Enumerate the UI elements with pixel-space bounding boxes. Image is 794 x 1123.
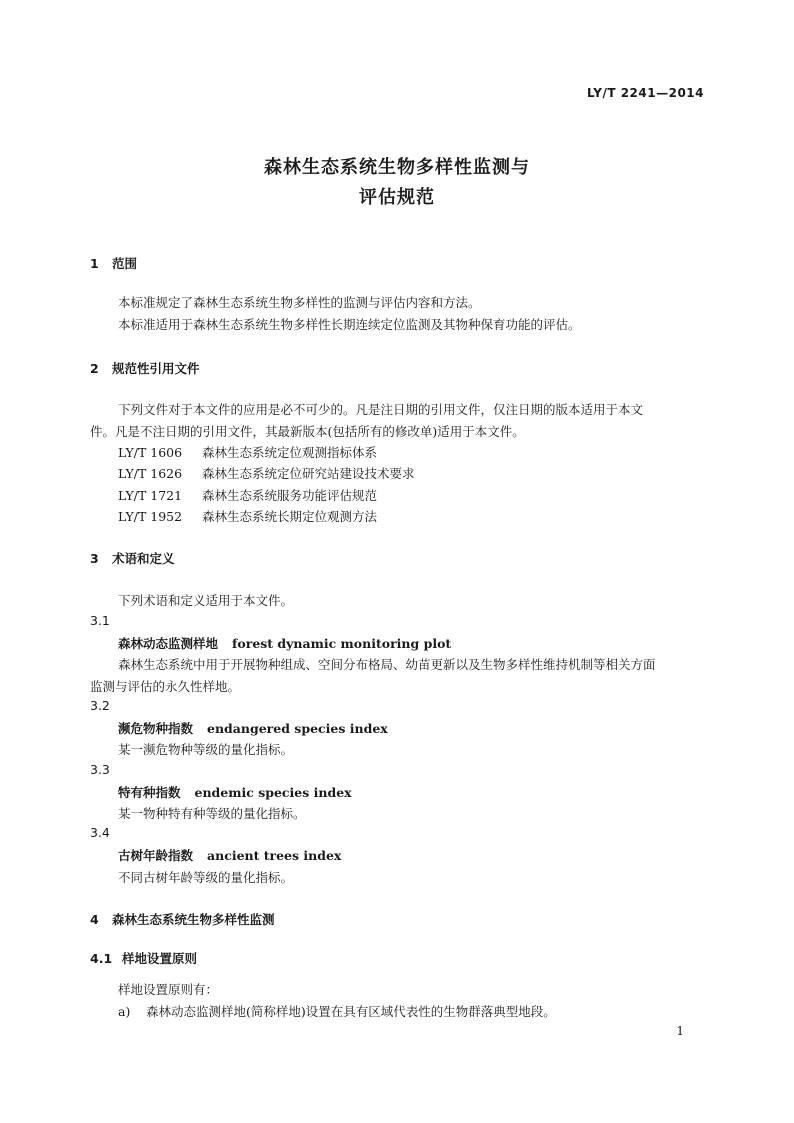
term-number: 3.2	[90, 698, 110, 713]
paragraph: 本标准适用于森林生态系统生物多样性长期连续定位监测及其物种保育功能的评估。	[118, 317, 581, 332]
reference-item	[118, 507, 377, 525]
subsection-number: 4.1	[90, 951, 113, 966]
term-number: 3.4	[90, 825, 110, 840]
term-english: ancient trees index	[207, 848, 342, 863]
paragraph: 下列文件对于本文件的应用是必不可少的。凡是注日期的引用文件，仅注日期的版本适用于本文	[118, 402, 644, 417]
term-entry	[118, 634, 451, 652]
page-number: 1	[676, 1024, 684, 1038]
reference-title: 森林生态系统定位观测指标体系	[202, 445, 378, 460]
section-title: 规范性引用文件	[112, 361, 200, 376]
term-entry	[118, 719, 388, 737]
term-entry	[118, 846, 341, 864]
reference-item	[118, 443, 377, 461]
section-number: 1	[90, 256, 99, 271]
section-title: 范围	[112, 256, 138, 271]
reference-title: 森林生态系统服务功能评估规范	[202, 488, 378, 503]
section-title: 森林生态系统生物多样性监测	[112, 912, 275, 927]
term-english: endemic species index	[194, 785, 352, 800]
document-title-line2: 评估规范	[359, 187, 435, 208]
paragraph: 样地设置原则有：	[118, 982, 219, 997]
section-1-heading	[90, 254, 137, 272]
term-number: 3.1	[90, 613, 110, 628]
reference-code: LY/T 1721	[118, 488, 183, 503]
term-chinese: 古树年龄指数	[118, 848, 194, 863]
term-english: endangered species index	[207, 721, 388, 736]
reference-code: LY/T 1952	[118, 509, 183, 524]
section-2-heading	[90, 359, 200, 377]
paragraph: 件。凡是不注日期的引用文件，其最新版本(包括所有的修改单)适用于本文件。	[90, 424, 525, 439]
term-definition: 某一濒危物种等级的量化指标。	[118, 742, 294, 757]
standard-code: LY/T 2241—2014	[586, 86, 704, 100]
term-chinese: 特有种指数	[118, 785, 181, 800]
reference-title: 森林生态系统定位研究站建设技术要求	[202, 466, 415, 481]
term-number: 3.3	[90, 762, 110, 777]
term-definition: 不同古树年龄等级的量化指标。	[118, 870, 294, 885]
paragraph: 下列术语和定义适用于本文件。	[118, 593, 294, 608]
reference-item	[118, 486, 377, 504]
section-4-heading	[90, 910, 275, 928]
reference-code: LY/T 1626	[118, 466, 183, 481]
term-definition: 监测与评估的永久性样地。	[90, 679, 241, 694]
reference-item	[118, 464, 415, 482]
section-number: 2	[90, 361, 99, 376]
term-definition: 森林生态系统中用于开展物种组成、空间分布格局、幼苗更新以及生物多样性维持机制等相关方面	[118, 657, 656, 672]
subsection-title: 样地设置原则	[122, 951, 198, 966]
list-marker: a)	[118, 1004, 131, 1019]
paragraph: 本标准规定了森林生态系统生物多样性的监测与评估内容和方法。	[118, 295, 481, 310]
list-item-text: 森林动态监测样地(简称样地)设置在具有区域代表性的生物群落典型地段。	[146, 1004, 556, 1019]
section-number: 4	[90, 912, 99, 927]
term-chinese: 森林动态监测样地	[118, 636, 219, 651]
term-english: forest dynamic monitoring plot	[232, 636, 452, 651]
section-title: 术语和定义	[112, 551, 175, 566]
term-entry	[118, 783, 352, 801]
document-title-line1: 森林生态系统生物多样性监测与	[264, 157, 530, 178]
reference-title: 森林生态系统长期定位观测方法	[202, 509, 378, 524]
term-definition: 某一物种特有种等级的量化指标。	[118, 806, 306, 821]
term-chinese: 濒危物种指数	[118, 721, 194, 736]
section-3-heading	[90, 549, 175, 567]
list-item	[118, 1002, 556, 1020]
subsection-4-1-heading	[90, 949, 197, 967]
section-number: 3	[90, 551, 99, 566]
reference-code: LY/T 1606	[118, 445, 183, 460]
